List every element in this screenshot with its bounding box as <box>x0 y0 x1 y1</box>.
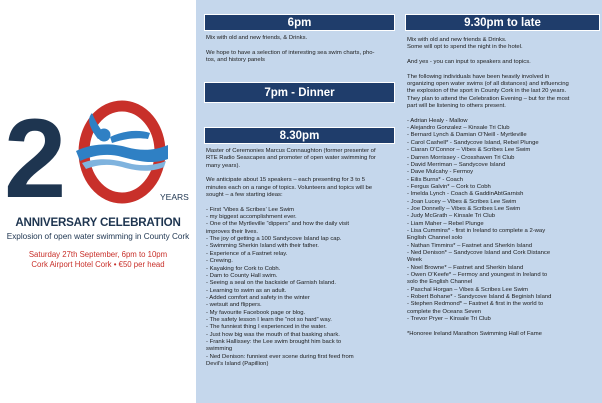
speaker-idea-item: - my biggest accomplishment ever. <box>206 214 297 221</box>
speaker-idea-item: - My favourite Facebook page or blog. <box>206 309 306 316</box>
organizer-item: - Noel Browne* – Fastnet and Sherkin Island <box>407 264 524 271</box>
s6pm-para1: Mix with old and new friends, & Drinks. <box>206 35 308 41</box>
speaker-idea-item: - wetsuit and flippers. <box>206 302 262 309</box>
speaker-idea-item: - The funniest thing I experienced in the water. <box>206 324 327 331</box>
organizer-item: - Paschal Horgan – Vibes & Scribes Lee Swim <box>407 286 529 293</box>
speaker-ideas-list <box>206 207 395 369</box>
speaker-idea-item: - Learning to swim as an adult. <box>206 287 287 294</box>
organizer-item: - Alejandro Gonzalez – Kinsale Tri Club <box>407 125 510 132</box>
years-label: YEARS <box>160 192 189 202</box>
s830-para2-line: sought – a few starting ideas: <box>206 192 283 199</box>
organizer-item: - Fergus Galvin* – Cork to Cobh <box>407 183 491 190</box>
organizer-item: - Stephen Redmond* – Fastnet & first in the world to <box>407 301 544 308</box>
speaker-idea-item: - One of the Myrtleville “dippers” and how the daily visit <box>206 221 350 228</box>
speaker-idea-item: improves their lives. <box>206 228 259 235</box>
s930-para3-line: part will be listening to others present. <box>407 103 506 110</box>
speaker-idea-item: - Just how big was the mouth of that basking shark. <box>206 331 340 338</box>
hall-of-fame-footnote: *Honoree Ireland Marathon Swimming Hall of Fame <box>407 330 542 337</box>
organizer-item: solo the English Channel <box>407 279 473 286</box>
organizer-item: Week <box>407 257 422 264</box>
organizers-list <box>407 118 600 324</box>
organizer-item: - Imelda Lynch - Coach & GaddinAbtGarnish <box>407 191 524 198</box>
s930-para3-line: The following individuals have been heavily involved in <box>407 73 550 80</box>
speaker-idea-item: - Swimming Sherkin Island with their father. <box>206 243 319 250</box>
organizer-item: - Nathan Timmins* – Fastnet and Sherkin Island <box>407 242 533 249</box>
section-6pm-text <box>206 35 395 64</box>
event-venue: Cork Airport Hotel Cork • €50 per head <box>31 260 165 269</box>
speaker-idea-item: - Kayaking for Cork to Cobh. <box>206 265 281 272</box>
speaker-idea-item: - Added comfort and safety in the winter <box>206 294 310 301</box>
anniversary-poster <box>0 0 196 403</box>
poster-title: ANNIVERSARY CELEBRATION <box>15 216 181 229</box>
speaker-idea-item: Devil’s Island (Papillion) <box>206 360 269 367</box>
event-date: Saturday 27th September, 6pm to 10pm <box>28 250 168 259</box>
header-930pm: 9.30pm to late <box>405 14 600 31</box>
speaker-idea-item: - Dam to County Hall swim. <box>206 272 278 279</box>
organizer-item: - Liam Maher – Rebel Plunge <box>407 220 484 227</box>
s830-para2-line: minutes each on a range of topics. Volunteers and topics will be <box>206 184 373 191</box>
twenty-years-logo <box>0 95 196 215</box>
poster-subtitle: Explosion of open water swimming in County Cork <box>6 232 190 241</box>
organizer-item: - Bernard Lynch & Damian O’Neill - Myrtleville <box>407 132 527 139</box>
organizer-item: - Darren Morrissey - Crosshaven Tri Club <box>407 154 515 161</box>
organizer-item: - David Merriman – Sandycove Island <box>407 161 506 168</box>
s930-para3-line: They plan to attend the Celebration Evening – but for the most <box>407 95 570 102</box>
organizer-item: - Dave Mulcahy - Fermoy <box>407 169 474 176</box>
speaker-idea-item: - Frank Hallissey: the Lee swim brought him back to <box>206 338 342 345</box>
organizer-item: - Adrian Healy - Mallow <box>407 117 468 124</box>
s930-para3-line: organizing open water swims (of all distances) and influencing <box>407 81 569 88</box>
speaker-idea-item: - Seeing a seal on the backside of Garnish Island. <box>206 280 336 287</box>
organizer-item: - Trevor Pryer – Kinsale Tri Club <box>407 316 491 323</box>
speaker-idea-item: - Ned Denison: funniest ever scene during first feed from <box>206 353 354 360</box>
speaker-idea-item: swimming <box>206 346 233 353</box>
s830-para1-line: Master of Ceremonies Marcus Connaughton (former presenter of <box>206 148 376 154</box>
s830-para2-line: We anticipate about 15 speakers – each presenting for 3 to 5 <box>206 177 366 184</box>
header-830pm: 8.30pm <box>204 127 395 144</box>
organizer-item: - Carol Cashell* - Sandycove Island, Rebel Plunge <box>407 139 539 146</box>
s830-para1-line: RTE Radio Seascapes and promoter of open water swimming for <box>206 155 376 162</box>
s930-para1-line: Mix with old and new friends & Drinks. <box>407 37 507 43</box>
big-numeral-two: 2 <box>4 96 67 215</box>
swimmer-body <box>110 131 150 143</box>
organizer-item: - Joan Lucey – Vibes & Scribes Lee Swim <box>407 198 517 205</box>
organizer-item: English Channel solo <box>407 235 463 242</box>
s930-para1-line: Some will opt to spend the night in the hotel. <box>407 44 523 51</box>
organizer-item: - Ned Denison* – Sandycove Island and Cork Distance <box>407 249 551 256</box>
speaker-idea-item: - The joy of getting a 100 Sandycove Island lap cap. <box>206 236 342 243</box>
header-6pm: 6pm <box>204 14 395 31</box>
s6pm-para2-line: We hope to have a selection of interesting sea swim charts, pho- <box>206 49 375 56</box>
organizer-item: - Owen O’Keefe* – Fermoy and youngest in Ireland to <box>407 272 548 278</box>
organizer-item: - Lisa Cummins* - first in Ireland to complete a 2-way <box>407 227 546 234</box>
speaker-idea-item: - Crewing. <box>206 258 233 265</box>
s6pm-para2-line: tos, and history panels <box>206 57 265 64</box>
s930-para2: And yes - you can input to speakers and topics. <box>407 59 531 66</box>
organizer-item: complete the Oceans Seven <box>407 308 482 315</box>
schedule-panel <box>196 0 602 403</box>
organizer-item: - Joe Donnelly – Vibes & Scribes Lee Swim <box>407 205 521 212</box>
header-7pm-dinner: 7pm - Dinner <box>204 82 395 103</box>
organizer-item: - Eilis Burns* - Coach <box>407 176 463 183</box>
s830-para1-line: many years). <box>206 162 241 169</box>
organizer-item: - Robert Bohane* - Sandycove Island & Beginish Island <box>407 294 552 301</box>
organizer-item: - Judy McGrath – Kinsale Tri Club <box>407 213 496 220</box>
speaker-idea-item: - First ‘Vibes & Scribes’ Lee Swim <box>206 206 295 213</box>
section-930-text <box>407 37 600 338</box>
section-830-text <box>206 148 395 368</box>
speaker-idea-item: - The safety lesson I learn the “not so hard” way. <box>206 316 332 323</box>
speaker-idea-item: - Experience of a Fastnet relay. <box>206 250 288 257</box>
s930-para3-line: the explosion of the sport in County Cork in the last 20 years. <box>407 88 567 95</box>
organizer-item: - Ciaran O’Connor – Vibes & Scribes Lee Swim <box>407 147 531 154</box>
